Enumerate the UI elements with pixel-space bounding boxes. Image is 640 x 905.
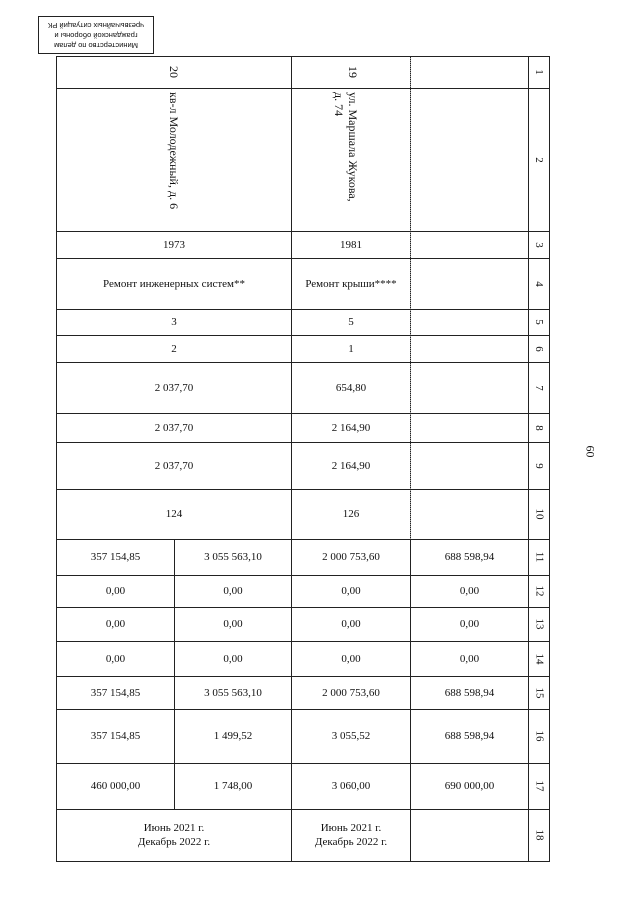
row-number: 11 — [533, 551, 545, 563]
object-a-col12-right: 0,00 — [223, 585, 243, 597]
object-a-col17-right: 1 748,00 — [213, 780, 253, 792]
object-a-number: 20 — [167, 66, 181, 78]
object-a-col14-right: 0,00 — [223, 652, 243, 665]
row-number: 15 — [533, 687, 545, 698]
object-b-col9: 2 164,90 — [331, 459, 371, 472]
row-number: 12 — [533, 585, 545, 597]
row-number: 3 — [533, 241, 545, 248]
object-a-period-end: Декабрь 2022 г. — [137, 836, 211, 848]
object-a-col14-left: 0,00 — [105, 652, 126, 665]
object-b-col16-right: 688 598,94 — [444, 730, 495, 742]
row-number: 6 — [533, 345, 545, 352]
object-b-col14-left: 0,00 — [341, 652, 361, 665]
object-b-number: 19 — [346, 66, 360, 78]
page-number: 60 — [583, 445, 598, 458]
object-a-col7: 2 037,70 — [154, 381, 194, 394]
object-a-col15-right: 3 055 563,10 — [204, 686, 262, 699]
object-b-col15-left: 2 000 753,60 — [322, 686, 380, 699]
object-a-col12-left: 0,00 — [105, 585, 126, 597]
object-a-col9: 2 037,70 — [154, 459, 194, 472]
object-b-col11-left: 2 000 753,60 — [322, 551, 380, 563]
object-a-col13-left: 0,00 — [105, 618, 126, 630]
row-number: 8 — [533, 424, 545, 431]
object-a-address: кв-л Молодежный, д. 6 — [167, 92, 181, 210]
object-b-col14-right: 0,00 — [459, 652, 480, 665]
object-a-work-type: Ремонт инженерных систем** — [103, 277, 245, 290]
stamp-line-3: чрезвычайных ситуаций РК — [48, 21, 144, 30]
object-b-col8: 2 164,90 — [331, 421, 371, 434]
object-b-col12-left: 0,00 — [341, 585, 361, 597]
object-a-col15-left: 357 154,85 — [90, 686, 141, 699]
object-a-period — [57, 809, 291, 861]
object-a-col11-right: 3 055 563,10 — [204, 551, 262, 563]
object-b-col13-right: 0,00 — [459, 618, 480, 630]
object-b-work-type: Ремонт крыши**** — [305, 277, 397, 290]
object-a-col6: 2 — [171, 342, 177, 355]
object-a-col16-left: 357 154,85 — [90, 730, 141, 742]
row-number: 10 — [533, 508, 545, 520]
registration-stamp — [38, 16, 154, 54]
row-number: 9 — [533, 462, 545, 469]
object-a-col16-right: 1 499,52 — [213, 730, 253, 742]
object-a-col13-right: 0,00 — [223, 618, 243, 630]
row-number: 13 — [533, 618, 545, 630]
row-number: 17 — [533, 780, 545, 792]
object-a-period-start: Июнь 2021 г. — [143, 822, 205, 834]
object-a-col8: 2 037,70 — [154, 421, 194, 434]
stamp-line-2: гражданской обороны и — [54, 31, 138, 40]
object-b-period-start: Июнь 2021 г. — [320, 822, 382, 834]
object-b-col17-left: 3 060,00 — [331, 780, 371, 792]
object-b-col16-left: 3 055,52 — [331, 730, 371, 742]
row-number: 16 — [533, 730, 545, 742]
object-a-col10: 124 — [165, 508, 183, 520]
object-b-col6: 1 — [348, 342, 354, 355]
object-b-address-line2: д. 74 — [332, 92, 346, 117]
row-number: 4 — [533, 280, 545, 287]
row-number: 1 — [533, 69, 545, 75]
object-b-col11-right: 688 598,94 — [444, 551, 495, 563]
object-b-address-line1: ул. Маршала Жукова, — [346, 92, 360, 202]
object-b-col13-left: 0,00 — [341, 618, 361, 630]
row-number: 5 — [533, 319, 545, 325]
object-b-col12-right: 0,00 — [459, 585, 480, 597]
row-number: 14 — [533, 653, 545, 664]
object-b-year: 1981 — [340, 238, 362, 251]
row-number: 7 — [533, 384, 545, 391]
object-b-col5: 5 — [348, 316, 354, 328]
stamp-line-1: Министерство по делам — [54, 41, 138, 50]
object-b-col7: 654,80 — [335, 381, 367, 394]
object-a-year: 1973 — [163, 238, 185, 251]
row-number: 2 — [533, 156, 545, 163]
object-b-period-end: Декабрь 2022 г. — [314, 836, 388, 848]
object-a-col11-left: 357 154,85 — [90, 551, 141, 563]
object-b-col17-right: 690 000,00 — [444, 780, 495, 792]
object-b-col15-right: 688 598,94 — [444, 686, 495, 699]
object-a-col17-left: 460 000,00 — [90, 780, 141, 792]
row-number: 18 — [533, 829, 545, 841]
object-b-period — [292, 809, 410, 861]
object-b-col10: 126 — [342, 508, 360, 520]
object-a-col5: 3 — [171, 316, 177, 328]
